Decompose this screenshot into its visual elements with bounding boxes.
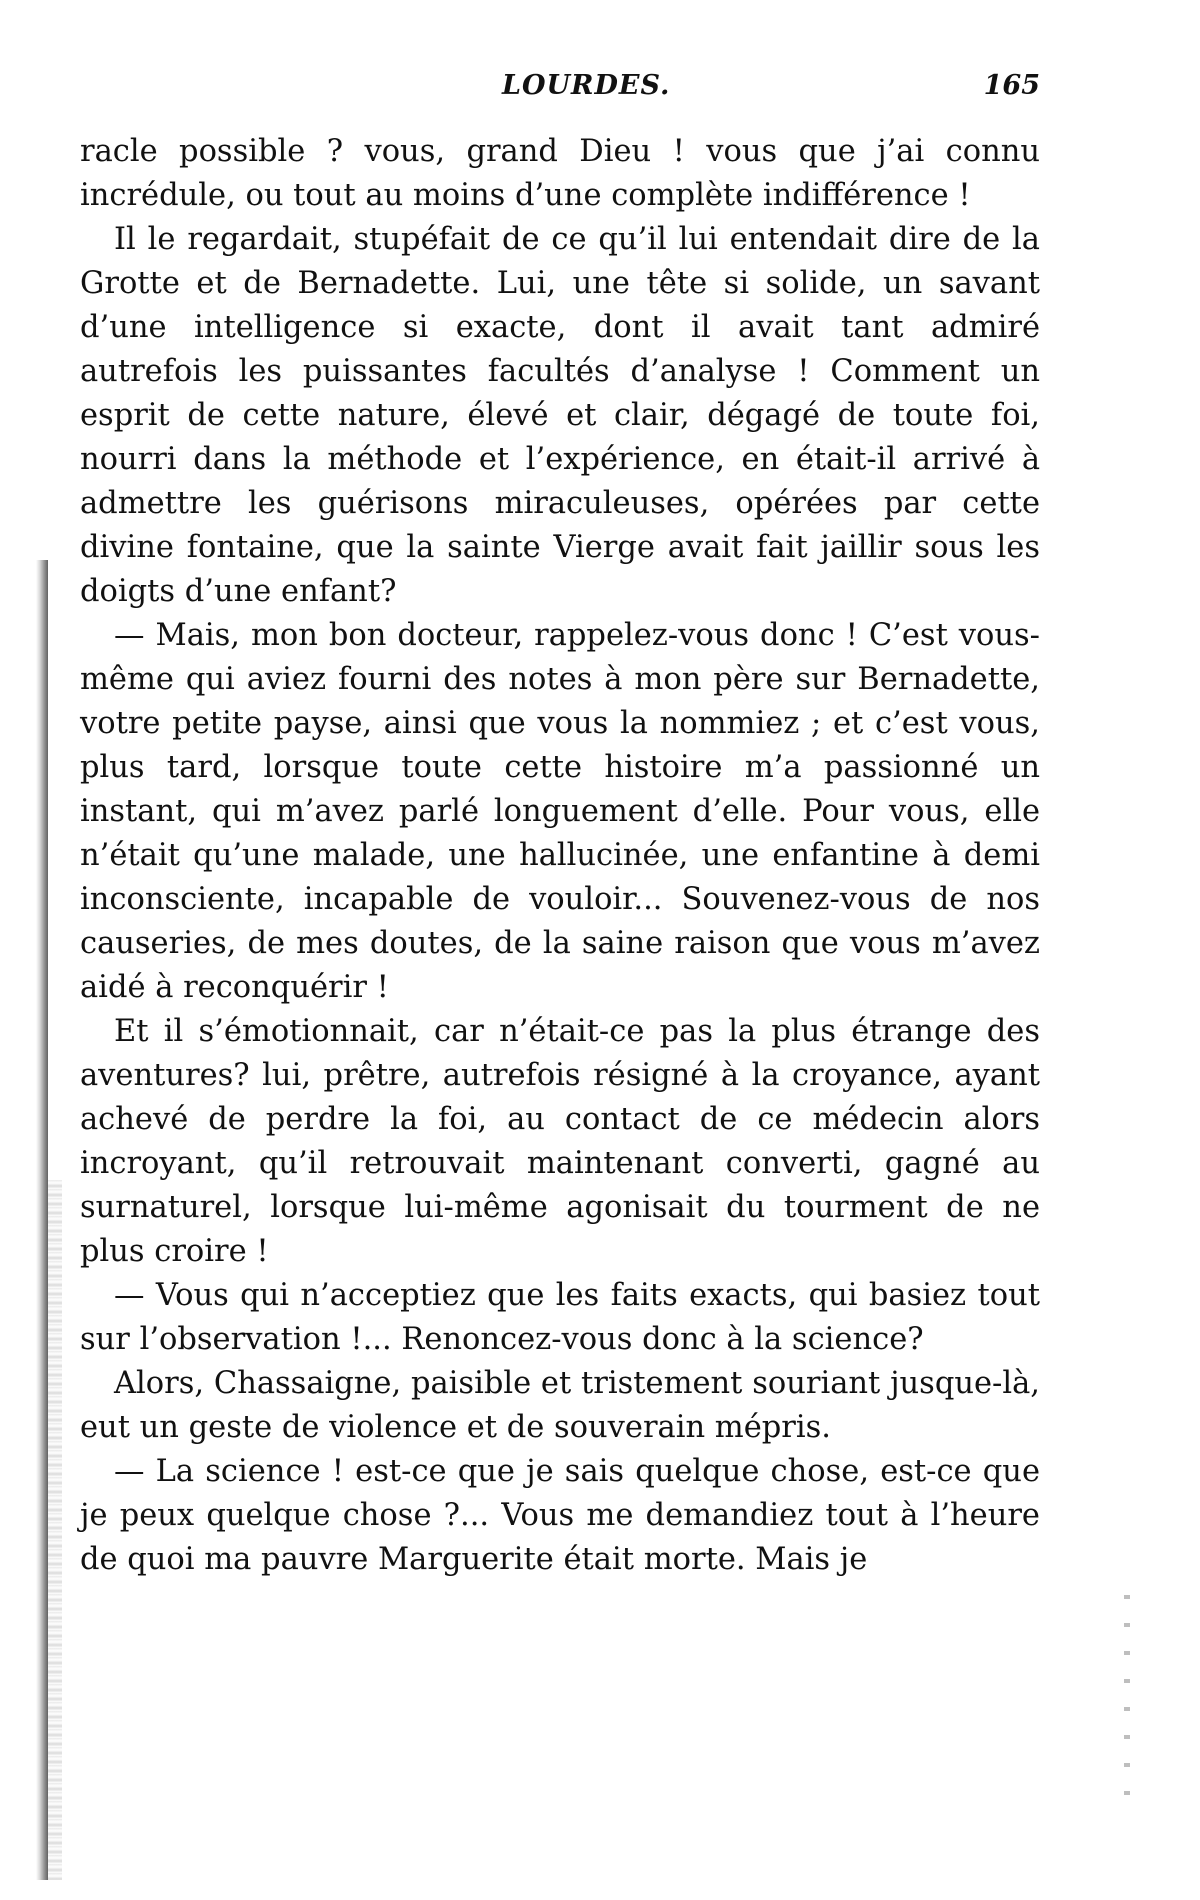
book-page	[80, 58, 1040, 1582]
paragraph-continuation: racle possible ? vous, grand Dieu ! vous que j’ai connu incrédule, ou tout au moins d’une complète indifférence !	[80, 134, 1040, 213]
running-header	[80, 58, 1040, 112]
margin-scan-marks	[1124, 1595, 1130, 1805]
paragraph: Et il s’émotionnait, car n’était-ce pas la plus étrange des aventures? lui, prêtre, autrefois résigné à la croyance, ayant achevé de perdre la foi, au contact de ce médecin alors incroyant, qu’il retrouvait maintenant converti, gagné au surnaturel, lorsque lui-même agonisait du tourment de ne plus croire !	[80, 1014, 1040, 1269]
book-spine-shadow	[36, 560, 48, 1880]
body-text	[80, 130, 1040, 1582]
paragraph-dialogue: — Vous qui n’acceptiez que les faits exacts, qui basiez tout sur l’observation !... Renoncez-vous donc à la science?	[80, 1278, 1040, 1357]
page-number: 165	[983, 70, 1040, 101]
gutter-scan-noise	[48, 1180, 62, 1880]
paragraph-dialogue: — Mais, mon bon docteur, rappelez-vous donc ! C’est vous-même qui aviez fourni des notes à mon père sur Bernadette, votre petite payse, ainsi que vous la nommiez ; et c’est vous, plus tard, lorsque toute cette histoire m’a passionné un instant, qui m’avez parlé longuement d’elle. Pour vous, elle n’était qu’une malade, une hallucinée, une enfantine à demi inconsciente, incapable de vouloir... Souvenez-vous de nos causeries, de mes doutes, de la saine raison que vous m’avez aidé à reconquérir !	[80, 618, 1040, 1005]
paragraph-dialogue: — La science ! est-ce que je sais quelque chose, est-ce que je peux quelque chose ?... Vous me demandiez tout à l’heure de quoi ma pauvre Marguerite était morte. Mais je	[80, 1454, 1040, 1577]
paragraph: Il le regardait, stupéfait de ce qu’il lui entendait dire de la Grotte et de Bernadette. Lui, une tête si solide, un savant d’une intelligence si exacte, dont il avait tant admiré autrefois les puissantes facultés d’analyse ! Comment un esprit de cette nature, élevé et clair, dégagé de toute foi, nourri dans la méthode et l’expérience, en était-il arrivé à admettre les guérisons miraculeuses, opérées par cette divine fontaine, que la sainte Vierge avait fait jaillir sous les doigts d’une enfant?	[80, 222, 1040, 609]
running-title: LOURDES.	[502, 70, 671, 101]
paragraph: Alors, Chassaigne, paisible et tristement souriant jusque-là, eut un geste de violence et de souverain mépris.	[80, 1366, 1040, 1445]
